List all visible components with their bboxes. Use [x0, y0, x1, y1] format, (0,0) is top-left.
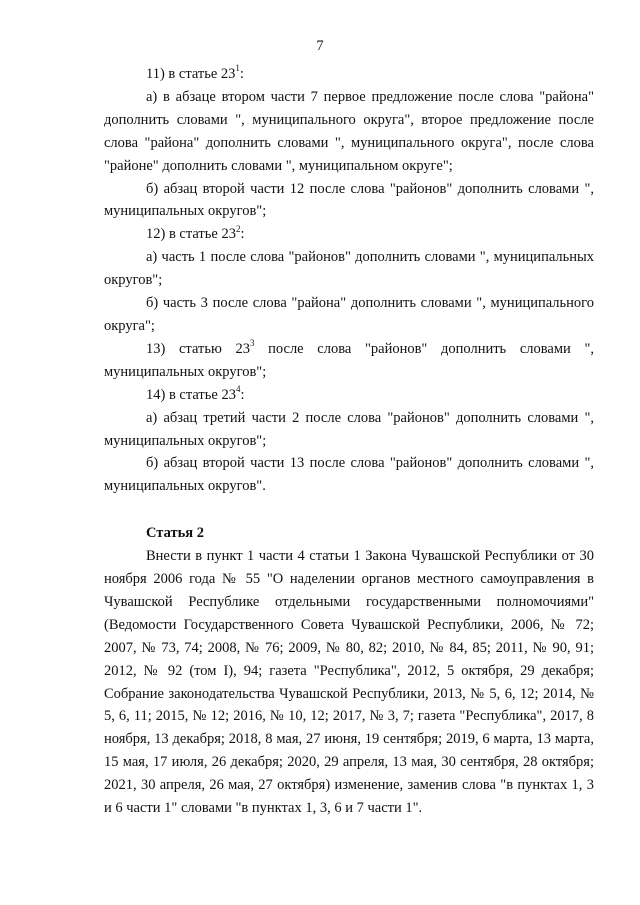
item-12-heading: 12) в статье $23^2$:	[146, 223, 245, 243]
item-11-heading: 11) в статье $23^1$:	[146, 63, 244, 82]
page-number: 7	[316, 38, 324, 54]
item-11-a: а) в абзаце втором части 7 первое предложение после слова "района" дополнить словами ", муниципального округа", второе предложение после слова "района" дополнить словами ", муниципального округа", после слова "районе" дополнить словами ", муниципальном округе";	[104, 88, 594, 174]
item-12-b: б) часть 3 после слова "района" дополнить словами ", муниципального округа";	[104, 295, 594, 334]
article-2-heading: Статья 2	[146, 525, 204, 542]
document-body	[104, 63, 594, 820]
section-spacer	[104, 498, 594, 522]
item-14-heading: 14) в статье $23^4$:	[146, 383, 245, 403]
item-13: 13) статью $23^3$ после слова "районов" дополнить словами ", муниципальных округов";	[104, 338, 595, 380]
item-14-a: а) абзац третий части 2 после слова "районов" дополнить словами ", муниципальных округов";	[104, 409, 594, 449]
article-2-text: Внести в пункт 1 части 4 статьи 1 Закона Чувашской Республики от 30 ноября 2006 года № 55 "О наделении органов местного самоуправления в Чувашской Республике отдельными государственными полномочиями" (Ведомости Государственного Совета Чувашской Республики, 2006, № 72; 2007, № 73, 74; 2008, № 76; 2009, № 80, 82; 2010, № 84, 85; 2011, № 90, 91; 2012, № 92 (том I), 94; газета "Республика", 2012, 5 октября, 29 декабря; Собрание законодательства Чувашской Республики, 2013, № 5, 6, 12; 2014, № 5, 6, 11; 2015, № 12; 2016, № 10, 12; 2017, № 3, 7; газета "Республика", 2017, 8 ноября, 13 декабря; 2018, 8 мая, 27 июня, 19 сентября; 2019, 6 марта, 13 марта, 15 мая, 17 июля, 26 декабря; 2020, 29 апреля, 13 мая, 30 сентября, 28 октября; 2021, 30 апреля, 26 мая, 27 октября) изменение, заменив слова "в пунктах 1, 3 и 6 части 1" словами "в пунктах 1, 3, 6 и 7 части 1".	[104, 548, 594, 817]
item-12-a: а) часть 1 после слова "районов" дополнить словами ", муниципальных округов";	[104, 249, 594, 289]
item-14-b: б) абзац второй части 13 после слова "районов" дополнить словами ", муниципальных округов".	[104, 455, 594, 495]
item-11-b: б) абзац второй части 12 после слова "районов" дополнить словами ", муниципальных округов";	[104, 180, 594, 220]
